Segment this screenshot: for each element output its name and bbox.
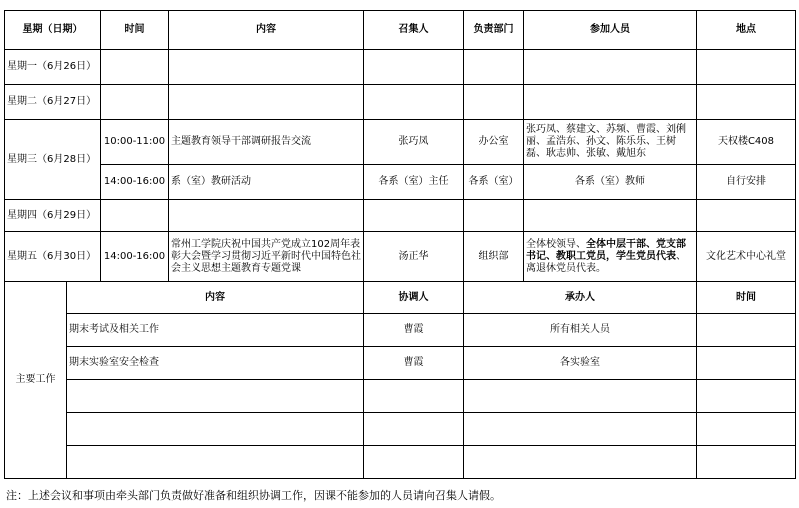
cell xyxy=(697,85,796,120)
main-work-time xyxy=(697,413,796,446)
event-dept: 各系（室） xyxy=(464,165,524,200)
event-content: 主题教育领导干部调研报告交流 xyxy=(169,120,364,165)
main-work-coordinator xyxy=(364,446,464,479)
cell xyxy=(697,50,796,85)
cell xyxy=(524,200,697,232)
day-row-tue xyxy=(5,85,796,120)
day-row-wed-2 xyxy=(5,165,796,200)
main-work-content: 期末考试及相关工作 xyxy=(67,314,364,347)
cell xyxy=(101,200,169,232)
header-day: 星期（日期） xyxy=(5,11,101,50)
header-participants: 参加人员 xyxy=(524,11,697,50)
main-work-undertaker xyxy=(464,380,697,413)
day-row-fri xyxy=(5,232,796,282)
main-work-time xyxy=(697,380,796,413)
event-dept: 办公室 xyxy=(464,120,524,165)
main-work-coordinator xyxy=(364,413,464,446)
main-work-content: 期末实验室安全检查 xyxy=(67,347,364,380)
main-work-row xyxy=(5,347,796,380)
main-work-row xyxy=(5,380,796,413)
main-work-undertaker: 各实验室 xyxy=(464,347,697,380)
header-row xyxy=(5,11,796,50)
cell xyxy=(101,50,169,85)
main-work-header-undertaker: 承办人 xyxy=(464,282,697,314)
main-work-content xyxy=(67,380,364,413)
cell xyxy=(524,85,697,120)
main-work-coordinator: 曹霞 xyxy=(364,314,464,347)
participants-emphasis: 全体中层干部、党支部书记、教职工党员，学生党员代表 xyxy=(526,238,686,262)
day-row-wed-1 xyxy=(5,120,796,165)
main-work-time xyxy=(697,347,796,380)
event-time: 14:00-16:00 xyxy=(101,165,169,200)
event-participants: 张巧凤、蔡建文、苏频、曹霞、刘俐丽、孟浩东、孙文、陈乐乐、王树磊、耿志帅、张敏、戴旭东 xyxy=(524,120,697,165)
day-row-mon xyxy=(5,50,796,85)
header-content: 内容 xyxy=(169,11,364,50)
day-label-tue: 星期二（6月27日） xyxy=(5,85,101,120)
cell xyxy=(169,85,364,120)
cell xyxy=(169,50,364,85)
main-work-content xyxy=(67,413,364,446)
header-dept: 负责部门 xyxy=(464,11,524,50)
cell xyxy=(464,200,524,232)
event-convener: 汤正华 xyxy=(364,232,464,282)
cell xyxy=(364,50,464,85)
day-label-mon: 星期一（6月26日） xyxy=(5,50,101,85)
event-location: 文化艺术中心礼堂 xyxy=(697,232,796,282)
main-work-row xyxy=(5,413,796,446)
main-work-undertaker: 所有相关人员 xyxy=(464,314,697,347)
main-work-undertaker xyxy=(464,446,697,479)
event-participants: 各系（室）教师 xyxy=(524,165,697,200)
event-content: 常州工学院庆祝中国共产党成立102周年表彰大会暨学习贯彻习近平新时代中国特色社会主义思想主题教育专题党课 xyxy=(169,232,364,282)
main-work-row xyxy=(5,314,796,347)
day-label-wed: 星期三（6月28日） xyxy=(5,120,101,200)
day-label-thu: 星期四（6月29日） xyxy=(5,200,101,232)
cell xyxy=(524,50,697,85)
event-time: 14:00-16:00 xyxy=(101,232,169,282)
main-work-time xyxy=(697,314,796,347)
main-work-coordinator: 曹霞 xyxy=(364,347,464,380)
main-work-header-time: 时间 xyxy=(697,282,796,314)
cell xyxy=(697,200,796,232)
main-work-row xyxy=(5,446,796,479)
day-label-fri: 星期五（6月30日） xyxy=(5,232,101,282)
main-work-header-row xyxy=(5,282,796,314)
main-work-coordinator xyxy=(364,380,464,413)
main-work-time xyxy=(697,446,796,479)
main-work-undertaker xyxy=(464,413,697,446)
event-content: 系（室）教研活动 xyxy=(169,165,364,200)
event-time: 10:00-11:00 xyxy=(101,120,169,165)
header-location: 地点 xyxy=(697,11,796,50)
schedule-table xyxy=(4,10,796,479)
cell xyxy=(364,200,464,232)
header-convener: 召集人 xyxy=(364,11,464,50)
event-location: 天权楼C408 xyxy=(697,120,796,165)
participants-part: 、离退休党员代表。 xyxy=(526,250,686,274)
cell xyxy=(464,50,524,85)
cell xyxy=(169,200,364,232)
main-work-header-coordinator: 协调人 xyxy=(364,282,464,314)
event-location: 自行安排 xyxy=(697,165,796,200)
footnote: 注：上述会议和事项由牵头部门负责做好准备和组织协调工作，因课不能参加的人员请向召集人请假。 xyxy=(6,489,501,502)
event-participants xyxy=(524,232,697,282)
cell xyxy=(101,85,169,120)
day-row-thu xyxy=(5,200,796,232)
event-dept: 组织部 xyxy=(464,232,524,282)
event-convener: 张巧凤 xyxy=(364,120,464,165)
header-time: 时间 xyxy=(101,11,169,50)
participants-part: 全体校领导、 xyxy=(526,238,586,250)
event-convener: 各系（室）主任 xyxy=(364,165,464,200)
main-work-content xyxy=(67,446,364,479)
main-work-header-content: 内容 xyxy=(67,282,364,314)
cell xyxy=(464,85,524,120)
main-work-label: 主要工作 xyxy=(5,282,67,479)
cell xyxy=(364,85,464,120)
